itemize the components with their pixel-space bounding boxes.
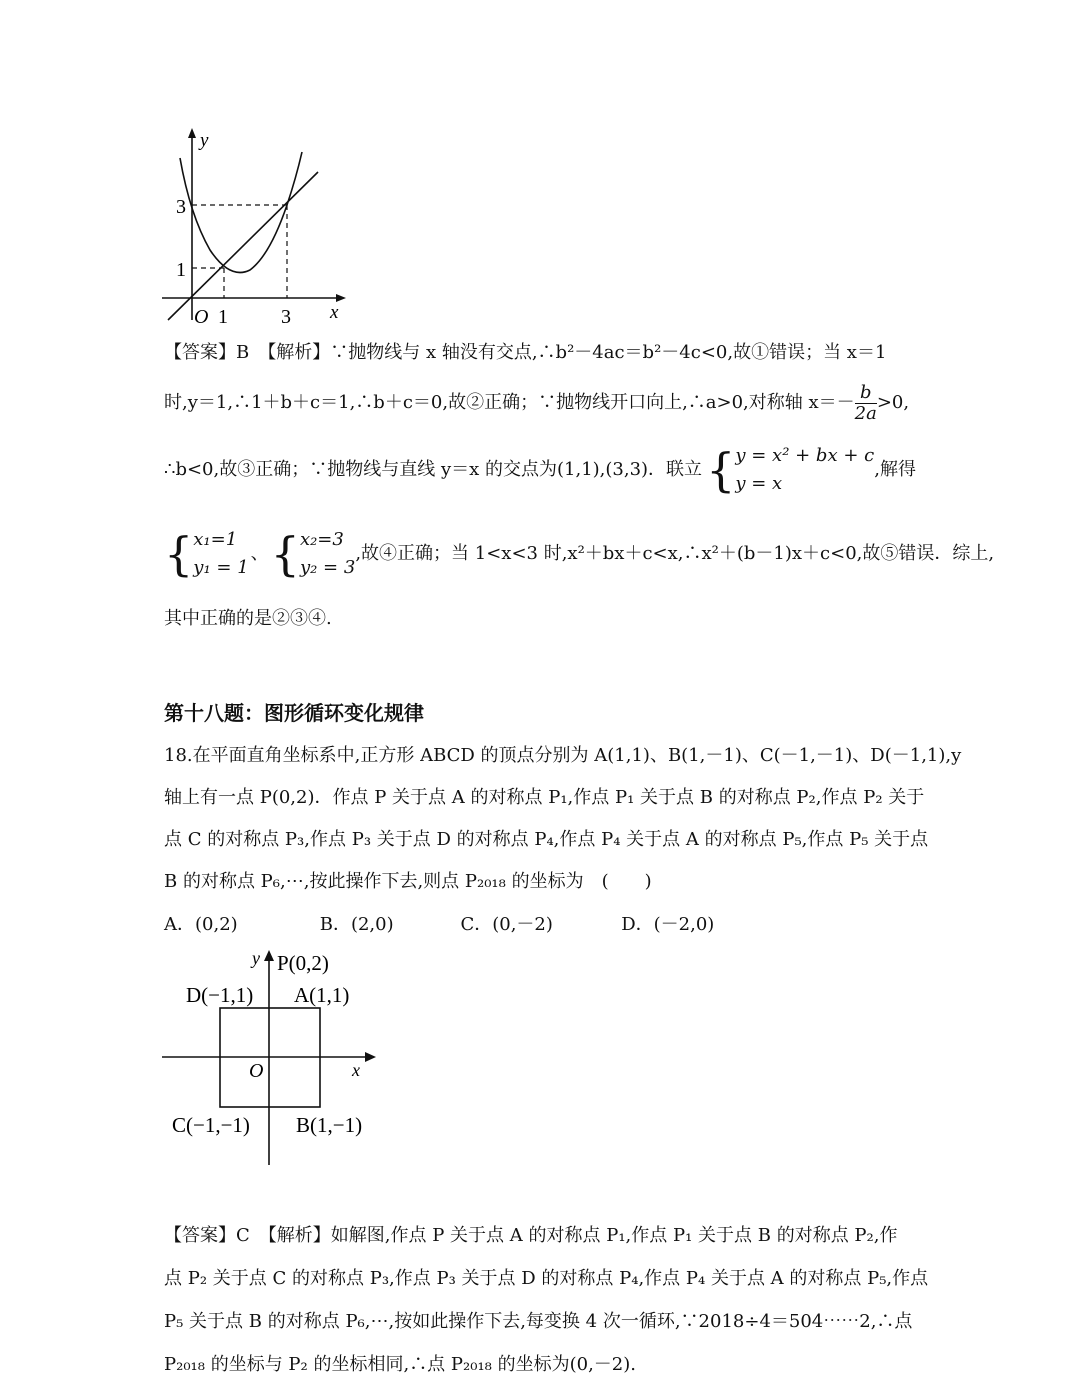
q18-line-1: 18.在平面直角坐标系中,正方形 ABCD 的顶点分别为 A(1,1)、B(1,－1)、C(－1,－1)、D(－1,1),y [164, 745, 962, 766]
q17-line-2 [164, 376, 909, 430]
left-brace-icon: { [706, 443, 736, 497]
point-d-label: D(−1,1) [186, 983, 254, 1007]
fraction-numerator: b [855, 383, 877, 404]
x-axis-label: x [330, 302, 339, 323]
q17-line-3-tail: ,解得 [874, 459, 916, 480]
y-axis-arrow-icon [264, 950, 274, 961]
a18-line-4: P₂₀₁₈ 的坐标与 P₂ 的坐标相同,∴点 P₂₀₁₈ 的坐标为(0,－2). [164, 1354, 636, 1375]
a18-line-2: 点 P₂ 关于点 C 的对称点 P₃,作点 P₃ 关于点 D 的对称点 P₄,作点 P₄ 关于点 A 的对称点 P₅,作点 [164, 1268, 929, 1289]
solution-2-x: x₂=3 [299, 529, 344, 550]
y-tick-label: 3 [176, 196, 186, 218]
q17-line-4-tail: ,故④正确；当 1<x<3 时,x²＋bx＋c<x,∴x²＋(b－1)x＋c<0,故⑤错误．综上, [355, 543, 995, 564]
q17-line-1: 【答案】B 【解析】∵抛物线与 x 轴没有交点,∴b²－4ac＝b²－4c<0,故①错误；当 x＝1 [164, 342, 887, 363]
x-axis-arrow-icon [336, 294, 346, 302]
x-tick-label: 3 [281, 306, 291, 328]
q18-line-2: 轴上有一点 P(0,2)．作点 P 关于点 A 的对称点 P₁,作点 P₁ 关于点 B 的对称点 P₂,作点 P₂ 关于 [164, 787, 925, 808]
x-axis-arrow-icon [365, 1052, 376, 1062]
option-d: D．(－2,0) [621, 914, 715, 935]
fraction-denominator: 2a [854, 402, 877, 424]
q17-line-2-text: 时,y＝1,∴1＋b＋c＝1,∴b＋c＝0,故②正确；∵抛物线开口向上,∴a>0,对称轴 x＝－ [164, 392, 855, 413]
solution-separator: 、 [250, 543, 269, 564]
left-brace-icon: { [164, 527, 194, 581]
fraction [855, 383, 877, 424]
q18-line-4: B 的对称点 P₆,⋯,按此操作下去,则点 P₂₀₁₈ 的坐标为 ( ) [164, 871, 652, 892]
a18-line-1: 【答案】C 【解析】如解图,作点 P 关于点 A 的对称点 P₁,作点 P₁ 关于点 B 的对称点 P₂,作 [164, 1225, 898, 1246]
q18-options [164, 912, 714, 938]
solution-1-x: x₁=1 [193, 529, 238, 550]
system-equation-2: y = x [735, 473, 783, 494]
q17-line-3-text: ∴b<0,故③正确；∵抛物线与直线 y＝x 的交点为(1,1),(3,3)．联立 [164, 459, 703, 480]
x-tick-label: 1 [218, 306, 228, 328]
q17-line-2-tail: >0, [876, 392, 910, 413]
graph-square-abcd [160, 940, 390, 1170]
parabola-curve [180, 152, 302, 273]
q17-line-5: 其中正确的是②③④. [164, 608, 332, 629]
option-a: A．(0,2) [164, 914, 238, 935]
solution-2 [300, 526, 355, 582]
graph-parabola-line [150, 120, 360, 330]
point-c-label: C(−1,−1) [172, 1113, 250, 1137]
y-axis-arrow-icon [188, 128, 196, 138]
system-equation-1: y = x² + bx + c [735, 445, 875, 466]
solution-1-y: y₁ = 1 [193, 557, 249, 578]
origin-label: O [249, 1060, 264, 1082]
solution-2-y: y₂ = 3 [299, 557, 356, 578]
origin-label: O [194, 306, 209, 328]
equation-system [735, 442, 874, 498]
point-a-label: A(1,1) [294, 983, 350, 1007]
y-axis-label: y [200, 130, 209, 151]
section-title: 第十八题：图形循环变化规律 [164, 701, 424, 725]
q17-line-4 [164, 524, 994, 584]
solution-1 [193, 526, 248, 582]
option-c: C．(0,－2) [460, 914, 553, 935]
y-tick-label: 1 [176, 259, 186, 281]
q18-line-3: 点 C 的对称点 P₃,作点 P₃ 关于点 D 的对称点 P₄,作点 P₄ 关于点 A 的对称点 P₅,作点 P₅ 关于点 [164, 829, 929, 850]
option-b: B．(2,0) [319, 914, 394, 935]
y-axis-label: y [252, 948, 260, 968]
x-axis-label: x [352, 1060, 360, 1080]
a18-line-3: P₅ 关于点 B 的对称点 P₆,⋯,按如此操作下去,每变换 4 次一循环,∵2018÷4＝504⋯⋯2,∴点 [164, 1311, 913, 1332]
q17-line-3 [164, 440, 916, 500]
point-p-label: P(0,2) [277, 951, 329, 975]
left-brace-icon: { [270, 527, 300, 581]
point-b-label: B(1,−1) [296, 1113, 363, 1137]
